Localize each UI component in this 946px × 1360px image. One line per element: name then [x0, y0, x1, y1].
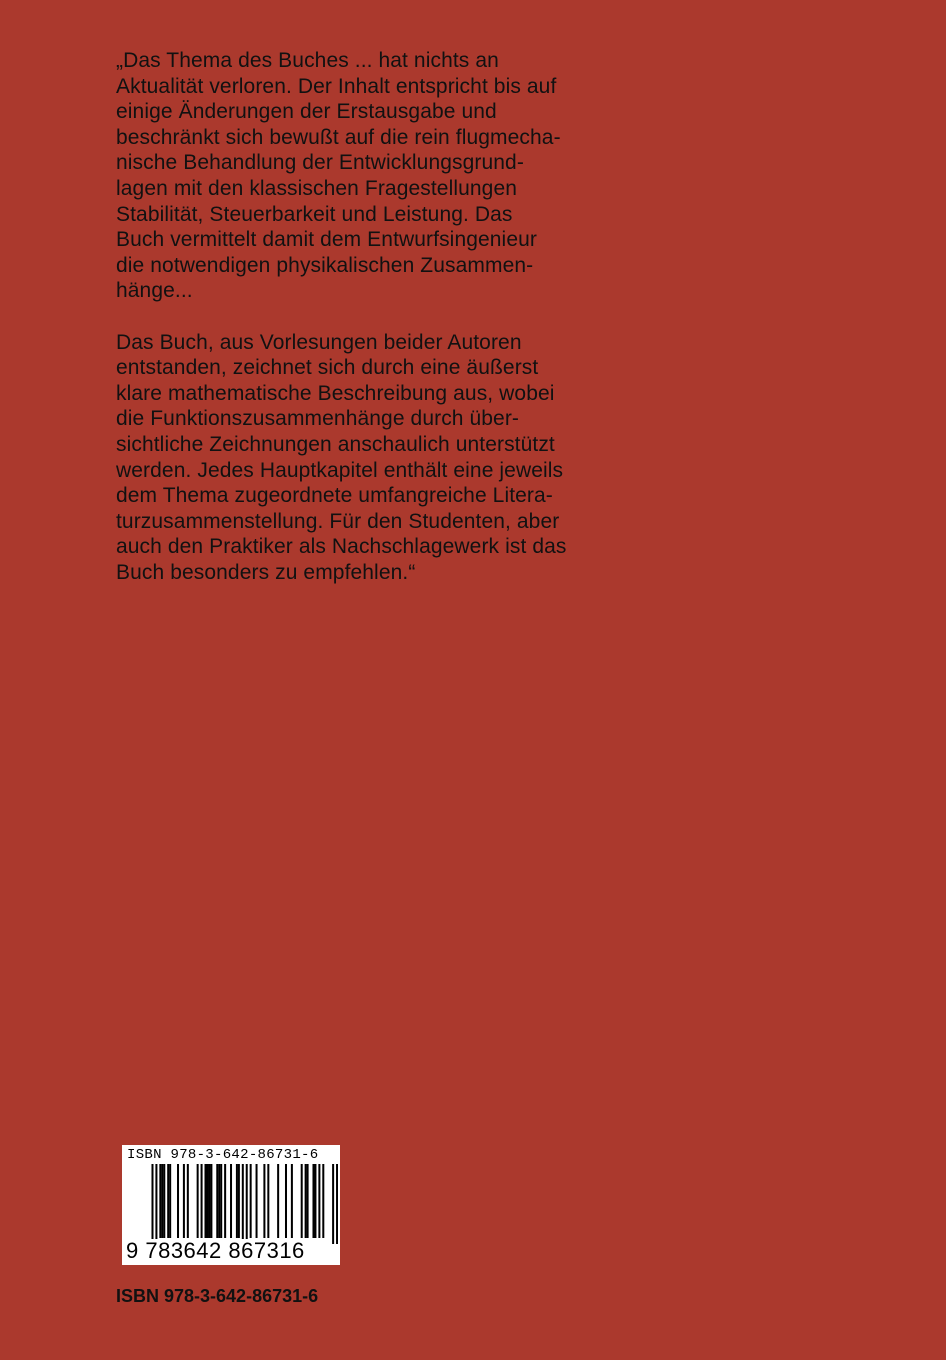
barcode-bar	[204, 1164, 206, 1238]
barcode-bar	[242, 1164, 244, 1244]
barcode-bar	[277, 1164, 279, 1238]
barcode-bar	[197, 1164, 199, 1238]
blurb-line: einige Änderungen der Erstausgabe und	[116, 100, 497, 124]
barcode-bar	[285, 1164, 287, 1238]
blurb-line: klare mathematische Beschreibung aus, wobei	[116, 381, 555, 405]
barcode-bar	[159, 1164, 161, 1238]
barcode-bar	[305, 1164, 307, 1238]
barcode-bar	[314, 1164, 316, 1238]
barcode-bar	[307, 1164, 309, 1238]
blurb-line: werden. Jedes Hauptkapitel enthält eine jeweils	[116, 458, 564, 482]
barcode-bar	[336, 1164, 338, 1244]
barcode-digits: 9 783642 867316	[126, 1238, 305, 1263]
barcode-bars	[124, 1164, 338, 1244]
blurb-line: dem Thema zugeordnete umfangreiche Litera-	[116, 484, 553, 508]
barcode-bar	[318, 1164, 320, 1238]
barcode-bar	[161, 1164, 163, 1238]
blurb-paragraph-2	[116, 330, 616, 586]
blurb-line: hänge...	[116, 279, 193, 303]
barcode-bar	[210, 1164, 212, 1238]
blurb-line: sichtliche Zeichnungen anschaulich unterstützt	[116, 432, 555, 456]
blurb-line: lagen mit den klassischen Fragestellungen	[116, 176, 517, 200]
barcode-bar	[201, 1164, 203, 1238]
barcode-bar	[177, 1164, 179, 1238]
blurb-line: turzusammenstellung. Für den Studenten, aber	[116, 509, 560, 533]
blurb-line: Das Buch, aus Vorlesungen beider Autoren	[116, 330, 522, 354]
barcode-bar	[155, 1164, 157, 1244]
blurb-line: Buch vermittelt damit dem Entwurfsingenieur	[116, 228, 537, 252]
blurb-paragraph-1	[116, 48, 616, 304]
barcode-bar	[332, 1164, 334, 1244]
barcode-bar	[224, 1164, 226, 1238]
barcode-bar	[163, 1164, 165, 1238]
barcode-bar	[220, 1164, 222, 1238]
barcode-bar	[169, 1164, 171, 1238]
blurb-line: nische Behandlung der Entwicklungsgrund-	[116, 151, 524, 175]
barcode-bar	[236, 1164, 238, 1238]
barcode-bar	[238, 1164, 240, 1238]
isbn-footer: ISBN 978-3-642-86731-6	[116, 1286, 319, 1306]
back-cover-blurb	[116, 48, 616, 585]
barcode-bar	[246, 1164, 248, 1244]
barcode-bar	[167, 1164, 169, 1238]
barcode-bar	[183, 1164, 185, 1238]
blurb-line: entstanden, zeichnet sich durch eine äußerst	[116, 356, 539, 380]
barcode-bar	[301, 1164, 303, 1238]
barcode-bar	[291, 1164, 293, 1238]
barcode-bar	[208, 1164, 210, 1238]
blurb-line: auch den Praktiker als Nachschlagewerk ist das	[116, 535, 567, 559]
blurb-line: beschränkt sich bewußt auf die rein flugmecha-	[116, 125, 561, 149]
barcode-bar	[216, 1164, 218, 1238]
blurb-line: die Funktionszusammenhänge durch über-	[116, 407, 520, 431]
barcode-bar	[256, 1164, 258, 1238]
blurb-line: Buch besonders zu empfehlen.“	[116, 560, 416, 584]
barcode-bar	[218, 1164, 220, 1238]
barcode-bar	[263, 1164, 265, 1238]
barcode-bar	[187, 1164, 189, 1238]
blurb-line: Aktualität verloren. Der Inhalt entspricht bis auf	[116, 74, 557, 98]
blurb-line: „Das Thema des Buches ... hat nichts an	[116, 49, 499, 72]
isbn-barcode	[122, 1145, 340, 1265]
blurb-line: die notwendigen physikalischen Zusammen-	[116, 253, 534, 277]
blurb-line: Stabilität, Steuerbarkeit und Leistung. Das	[116, 202, 513, 226]
barcode-bar	[250, 1164, 252, 1238]
barcode-isbn-label: ISBN 978-3-642-86731-6	[127, 1147, 319, 1163]
barcode-bar	[322, 1164, 324, 1238]
barcode-bar	[230, 1164, 232, 1238]
barcode-bar	[267, 1164, 269, 1238]
barcode-bar	[206, 1164, 208, 1238]
barcode-bar	[312, 1164, 314, 1238]
barcode-bar	[151, 1164, 153, 1244]
